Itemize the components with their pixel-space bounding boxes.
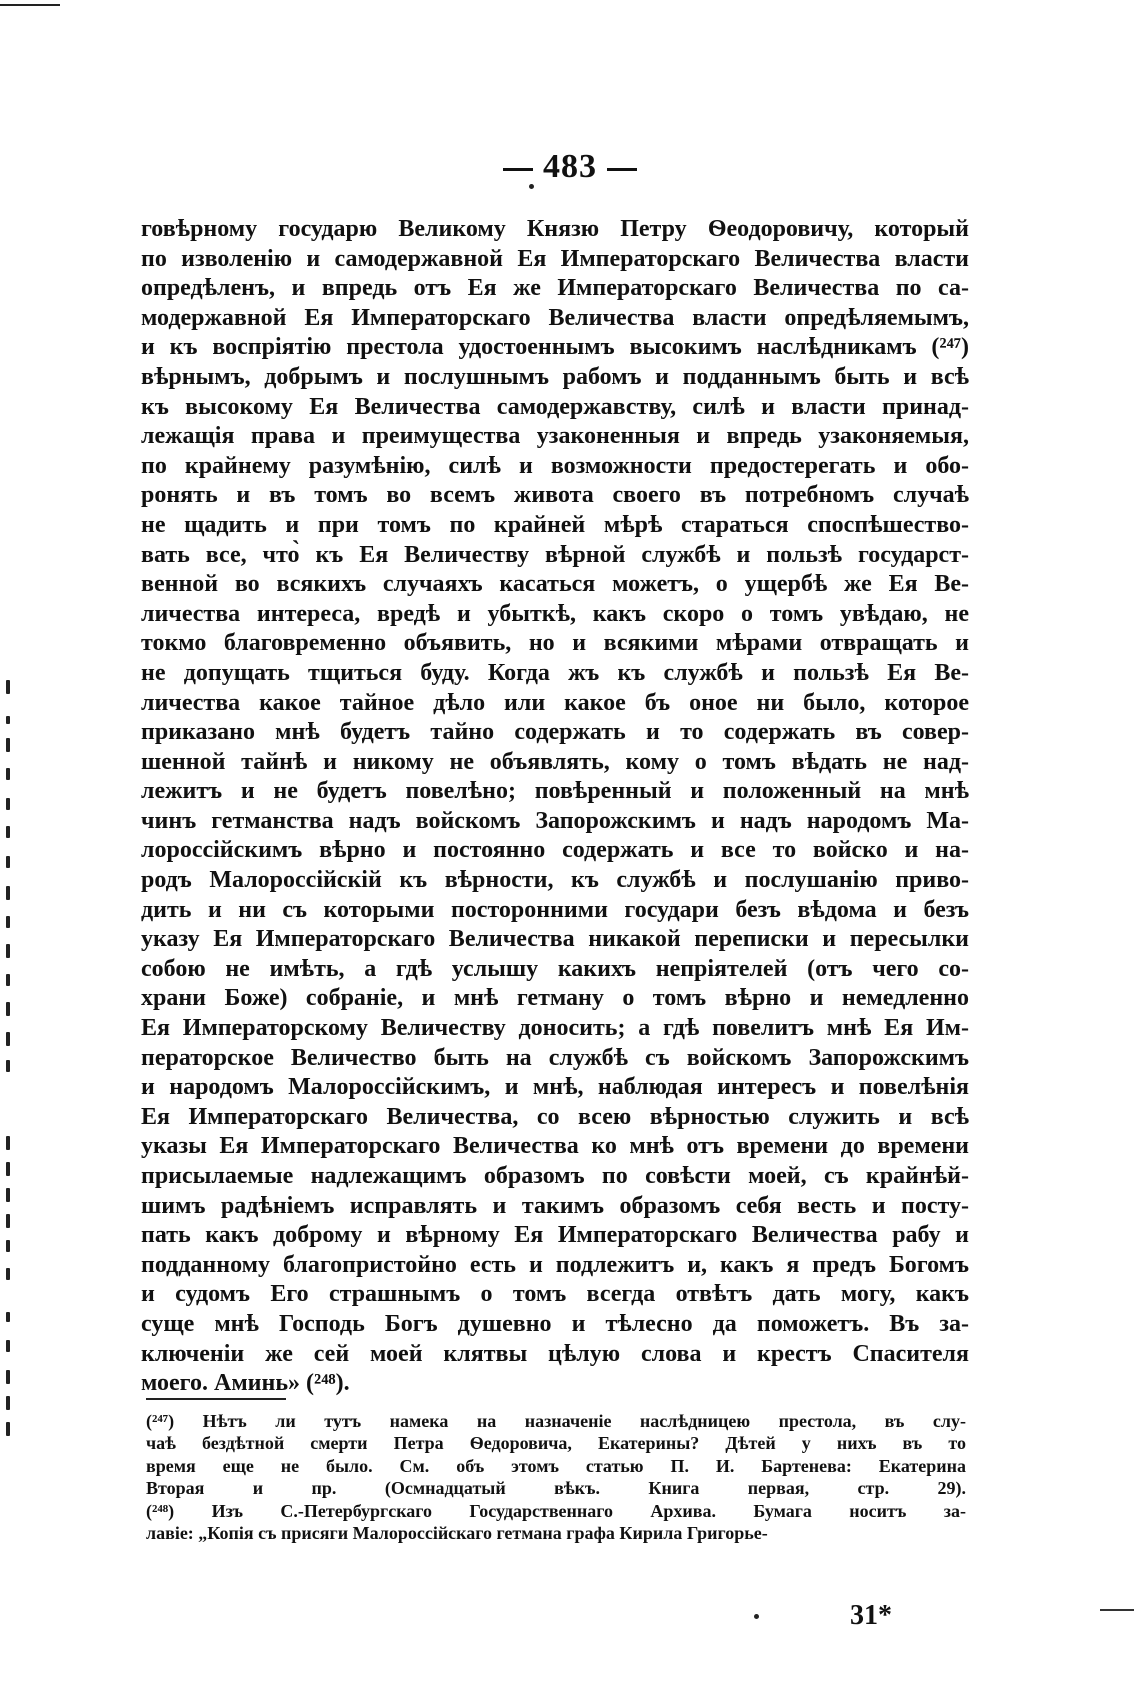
text-line: венной во всякихъ случаяхъ касаться можетъ, о ущербѣ же Ея Ве- bbox=[141, 571, 969, 598]
text-line: лежитъ и не будетъ повелѣно; повѣренный и положенный на мнѣ bbox=[141, 778, 969, 805]
text-line: по крайнему разумѣнію, силѣ и возможности предостерегать и обо- bbox=[141, 452, 969, 479]
footnote-line: (²⁴⁸) Изъ С.-Петербургскаго Государственнаго Архива. Бумага носитъ за- bbox=[146, 1500, 966, 1521]
stray-dot-header bbox=[529, 184, 534, 189]
stray-dot-footer bbox=[754, 1614, 759, 1619]
text-line: вать все, что̀ къ Ея Величеству вѣрной службѣ и пользѣ государст- bbox=[141, 541, 969, 568]
text-line: лежащія права и преимущества узаконенныя и впредь узаконяемыя, bbox=[141, 423, 969, 450]
text-line: личества интереса, вредѣ и убыткѣ, какъ скоро о томъ увѣдаю, не bbox=[141, 600, 969, 627]
footnote-line: Вторая и пр. (Осмнадцатый вѣкъ. Книга первая, стр. 29). bbox=[146, 1478, 966, 1499]
text-line: шимъ радѣніемъ исправлять и такимъ образомъ себя весть и посту- bbox=[141, 1192, 969, 1219]
text-line: подданному благопристойно есть и подлежитъ и, какъ я предъ Богомъ bbox=[141, 1251, 969, 1278]
signature-mark: 31* bbox=[850, 1600, 892, 1631]
text-line: присылаемые надлежащимъ образомъ по совѣсти моей, съ крайнѣй- bbox=[141, 1163, 969, 1189]
page-number: 483 bbox=[543, 148, 597, 185]
text-line: приказано мнѣ будетъ тайно содержать и то содержать въ совер- bbox=[141, 719, 969, 746]
text-line: по изволенію и самодержавной Ея Императорскаго Величества власти bbox=[141, 245, 969, 272]
text-line: Ея Императорскому Величеству доносить; а гдѣ повелитъ мнѣ Ея Им- bbox=[141, 1015, 969, 1042]
text-line: родъ Малороссійскій къ вѣрности, къ службѣ и послушанію приво- bbox=[141, 867, 969, 894]
footnote-line: чаѣ бездѣтной смерти Петра Ѳедоровича, Екатерины? Дѣтей у нихъ въ то bbox=[146, 1433, 966, 1454]
text-line: шенной тайнѣ и никому не объявлять, кому о томъ вѣдать не над- bbox=[141, 748, 969, 775]
text-line: пать какъ доброму и вѣрному Ея Императорскаго Величества рабу и bbox=[141, 1222, 969, 1249]
text-line: не допущать тщиться буду. Когда жъ къ службѣ и пользѣ Ея Ве- bbox=[141, 659, 969, 686]
text-line: моего. Аминь» (²⁴⁸). bbox=[141, 1370, 350, 1397]
text-line: лороссійскимъ вѣрно и постоянно содержать и все то войско и на- bbox=[141, 837, 969, 864]
text-line: и народомъ Малороссійскимъ, и мнѣ, наблюдая интересъ и повелѣнія bbox=[141, 1074, 969, 1101]
footnote-separator-rule bbox=[146, 1398, 286, 1400]
text-line: къ высокому Ея Величества самодержавству, силѣ и власти принад- bbox=[141, 393, 969, 420]
header-dash-right bbox=[607, 168, 637, 171]
footnote-line: (²⁴⁷) Нѣтъ ли тутъ намека на назначеніе наслѣдницею престола, въ слу- bbox=[146, 1411, 966, 1431]
text-line: не щадить и при томъ по крайней мѣрѣ стараться споспѣшество- bbox=[141, 511, 969, 538]
text-line: ронять и въ томъ во всемъ живота своего въ потребномъ случаѣ bbox=[141, 482, 969, 509]
text-line: вѣрнымъ, добрымъ и послушнымъ рабомъ и подданнымъ быть и всѣ bbox=[141, 363, 969, 390]
margin-scan-marks bbox=[6, 680, 24, 1680]
text-line: опредѣленъ, и впредь отъ Ея же Императорскаго Величества по са- bbox=[141, 275, 969, 302]
text-line: модержавной Ея Императорскаго Величества власти опредѣляемымъ, bbox=[141, 304, 969, 331]
page-number-header bbox=[0, 148, 1140, 186]
text-line: личества какое тайное дѣло или какое бъ оное ни было, которое bbox=[141, 689, 969, 716]
text-line: дить и ни съ которыми посторонними государи безъ вѣдома и безъ bbox=[141, 896, 969, 923]
text-line: Ея Императорскаго Величества, со всею вѣрностью служить и всѣ bbox=[141, 1103, 969, 1130]
text-line: чинъ гетманства надъ войскомъ Запорожскимъ и надъ народомъ Ма- bbox=[141, 807, 969, 834]
footnote-line: время еще не было. См. объ этомъ статью П. И. Бартенева: Екатерина bbox=[146, 1455, 966, 1476]
main-text-block bbox=[141, 215, 969, 1399]
scan-edge-top bbox=[0, 4, 60, 6]
scan-edge-right bbox=[1100, 1609, 1134, 1611]
text-line: собою не имѣть, а гдѣ услышу какихъ непріятелей (отъ чего со- bbox=[141, 955, 969, 982]
text-line: указу Ея Императорскаго Величества никакой переписки и пересылки bbox=[141, 926, 969, 953]
text-line: ператорское Величество быть на службѣ съ войскомъ Запорожскимъ bbox=[141, 1044, 969, 1071]
text-line: и къ воспріятію престола удостоеннымъ высокимъ наслѣдникамъ (²⁴⁷) bbox=[141, 334, 969, 361]
text-line: суще мнѣ Господь Богъ душевно и тѣлесно да поможетъ. Въ за- bbox=[141, 1310, 969, 1337]
header-dash-left bbox=[503, 168, 533, 171]
text-line: храни Боже) собраніе, и мнѣ гетману о томъ вѣрно и немедленно bbox=[141, 985, 969, 1012]
footnote-line: лавіе: „Копія съ присяги Малороссійскаго гетмана графа Кирила Григорье- bbox=[146, 1522, 768, 1543]
text-line: ключеніи же сей моей клятвы цѣлую слова и крестъ Спасителя bbox=[141, 1340, 969, 1367]
text-line: и судомъ Его страшнымъ о томъ всегда отвѣтъ дать могу, какъ bbox=[141, 1281, 969, 1308]
text-line: указы Ея Императорскаго Величества ко мнѣ отъ времени до времени bbox=[141, 1133, 969, 1160]
text-line: токмо благовременно объявить, но и всякими мѣрами отвращать и bbox=[141, 630, 969, 657]
text-line: говѣрному государю Великому Князю Петру Ѳеодоровичу, который bbox=[141, 216, 969, 242]
footnotes-block bbox=[146, 1410, 966, 1544]
